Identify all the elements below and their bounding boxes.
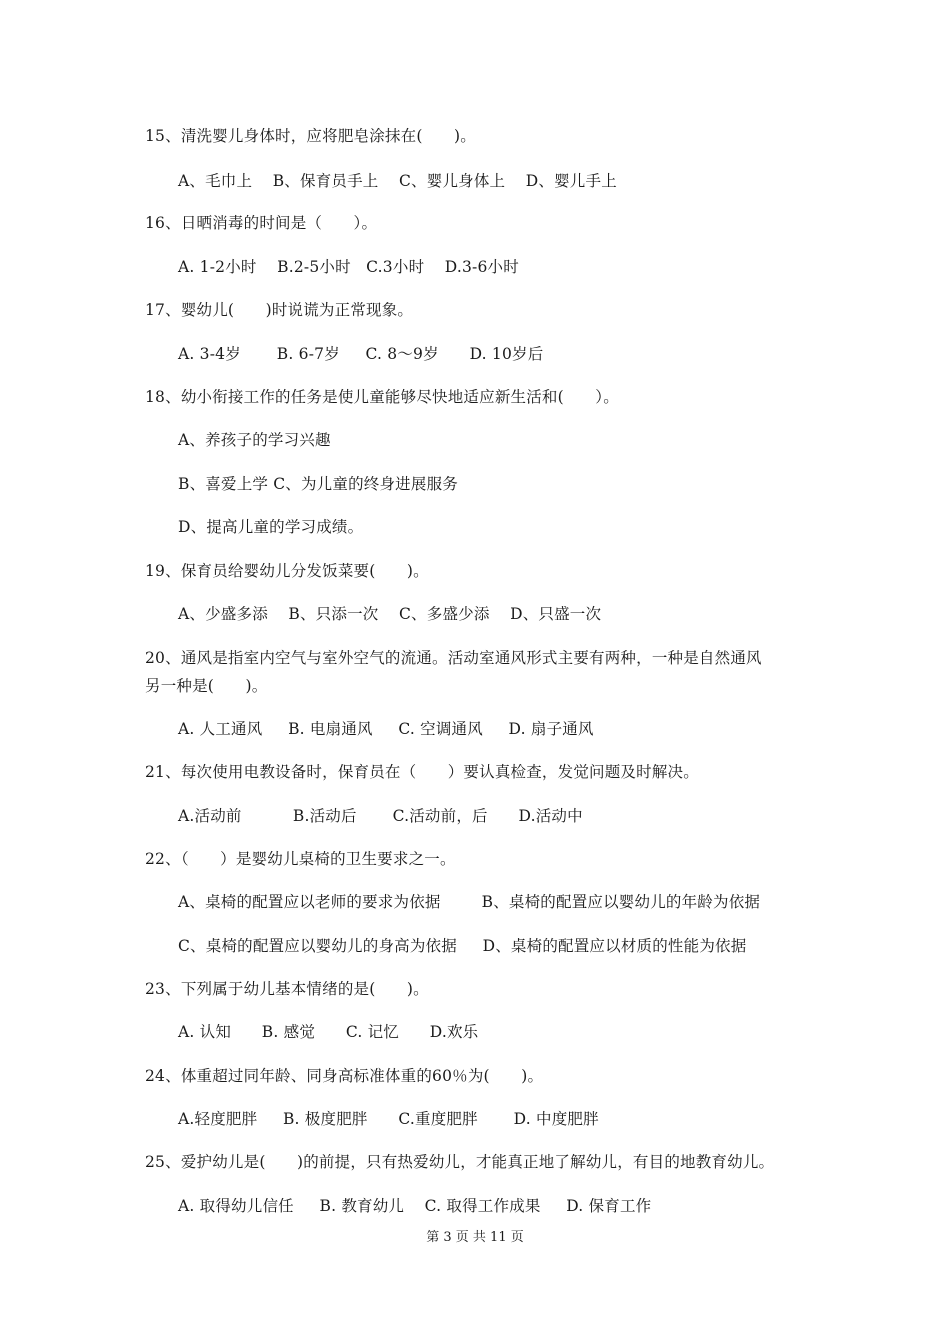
question-23-options: A. 认知 B. 感觉 C. 记忆 D.欢乐 xyxy=(178,1023,479,1041)
question-23-stem: 23、下列属于幼儿基本情绪的是( )。 xyxy=(145,980,429,998)
question-18-option-d: D、提高儿童的学习成绩。 xyxy=(178,518,364,536)
question-19-stem: 19、保育员给婴幼儿分发饭菜要( )。 xyxy=(145,562,429,580)
page-number: 第 3 页 共 11 页 xyxy=(426,1230,524,1245)
question-20-stem: 20、通风是指室内空气与室外空气的流通。活动室通风形式主要有两种，一种是自然通风 xyxy=(145,649,762,667)
question-22-options-ab: A、桌椅的配置应以老师的要求为依据 B、桌椅的配置应以婴幼儿的年龄为依据 xyxy=(178,893,761,911)
question-21-stem: 21、每次使用电教设备时，保育员在（ ）要认真检查，发觉问题及时解决。 xyxy=(145,763,699,781)
question-21-options: A.活动前 B.活动后 C.活动前，后 D.活动中 xyxy=(178,807,583,825)
question-20-options: A. 人工通风 B. 电扇通风 C. 空调通风 D. 扇子通风 xyxy=(178,720,594,738)
question-15-stem: 15、清洗婴儿身体时，应将肥皂涂抹在( )。 xyxy=(145,127,476,145)
question-17-stem: 17、婴幼儿( )时说谎为正常现象。 xyxy=(145,301,414,319)
question-25-stem: 25、爱护幼儿是( )的前提，只有热爱幼儿，才能真正地了解幼儿，有目的地教育幼儿。 xyxy=(145,1153,775,1171)
question-20-stem-continued: 另一种是( )。 xyxy=(145,677,268,695)
question-22-options-cd: C、桌椅的配置应以婴幼儿的身高为依据 D、桌椅的配置应以材质的性能为依据 xyxy=(178,937,747,955)
question-17-options: A. 3-4岁 B. 6-7岁 C. 8～9岁 D. 10岁后 xyxy=(178,345,544,363)
question-18-stem: 18、幼小衔接工作的任务是使儿童能够尽快地适应新生活和( ）。 xyxy=(145,388,619,406)
question-24-options: A.轻度肥胖 B. 极度肥胖 C.重度肥胖 D. 中度肥胖 xyxy=(178,1110,599,1128)
question-16-stem: 16、日晒消毒的时间是（ ）。 xyxy=(145,214,378,232)
question-16-options: A. 1-2小时 B.2-5小时 C.3小时 D.3-6小时 xyxy=(178,258,519,276)
question-25-options: A. 取得幼儿信任 B. 教育幼儿 C. 取得工作成果 D. 保育工作 xyxy=(178,1197,652,1215)
question-15-options: A、毛巾上 B、保育员手上 C、婴儿身体上 D、婴儿手上 xyxy=(178,172,617,190)
question-18-option-a: A、养孩子的学习兴趣 xyxy=(178,431,331,449)
question-22-stem: 22、（ ）是婴幼儿桌椅的卫生要求之一。 xyxy=(145,850,456,868)
question-24-stem: 24、体重超过同年龄、同身高标准体重的60％为( )。 xyxy=(145,1067,544,1085)
question-19-options: A、少盛多添 B、只添一次 C、多盛少添 D、只盛一次 xyxy=(178,605,602,623)
question-18-option-bc: B、喜爱上学 C、为儿童的终身进展服务 xyxy=(178,475,458,493)
